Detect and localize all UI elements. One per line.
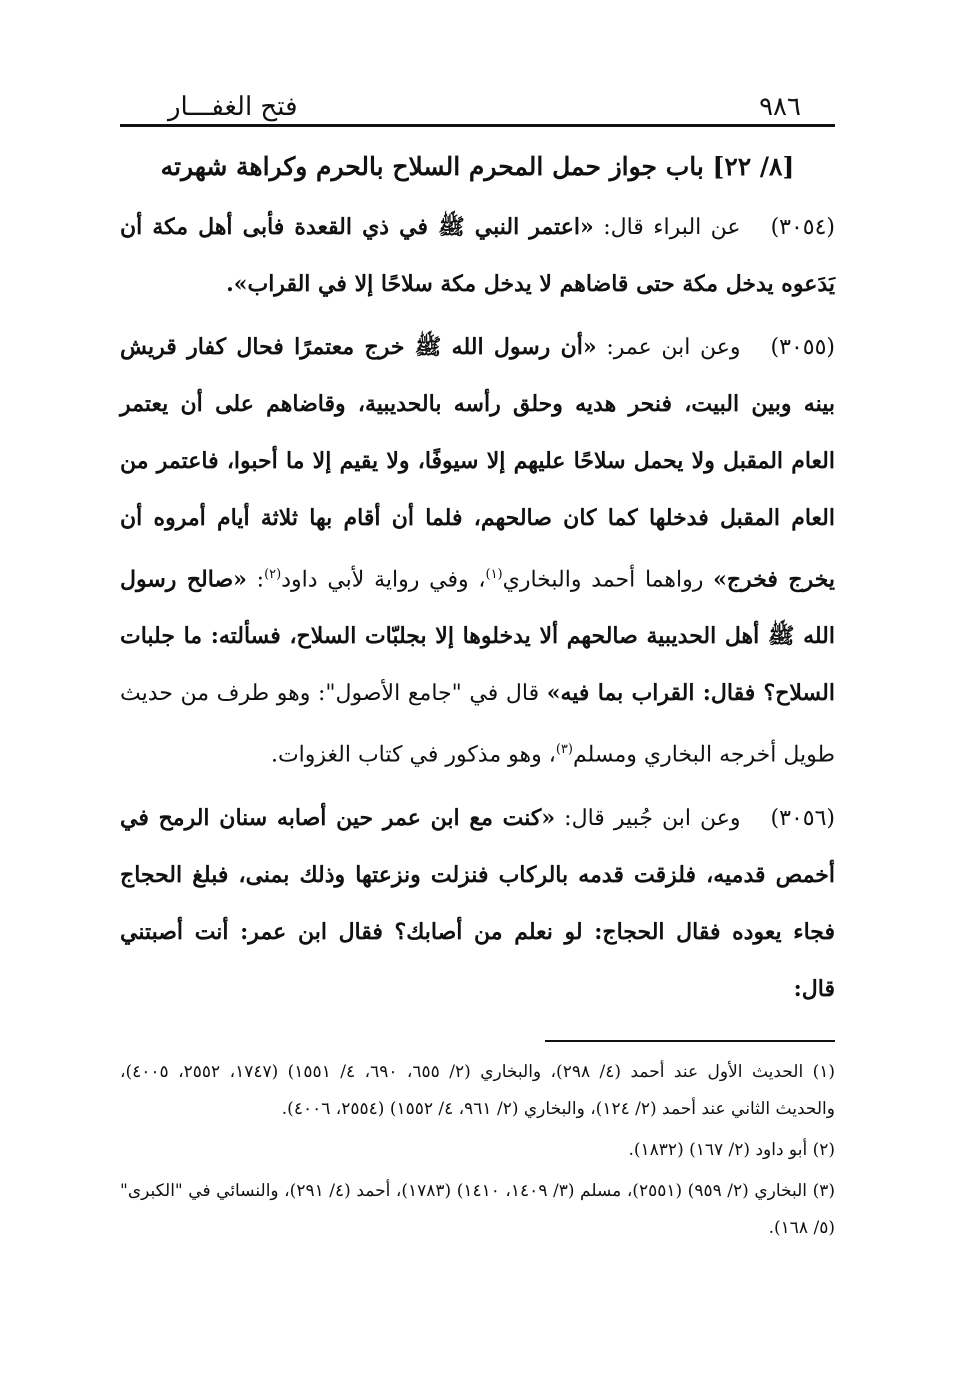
hadith-text-second: «صالح رسول الله ﷺ أهل الحديبية صالحهم ألا يدخلوها إلا بجلبّات السلاح، فسألته: ما جلبات السلاح؟ فقال: القراب بما فيه»	[120, 566, 835, 707]
footnote-3: (٣) البخاري (٢/ ٩٥٩) (٢٥٥١)، مسلم (٣/ ١٤٠٩، ١٤١٠) (١٧٨٣)، أحمد (٤/ ٢٩١)، والنسائي في "الكبرى" (٥/ ١٦٨).	[120, 1180, 835, 1238]
hadith-intro: وعن ابن جُبير قال:	[564, 805, 741, 831]
page-number: ٩٨٦	[759, 92, 801, 122]
hadith-number: (٣٠٥٤)	[770, 215, 836, 240]
hadith-text: «اعتمر النبي ﷺ في ذي القعدة فأبى أهل مكة أن يَدَعوه يدخل مكة حتى قاضاهم لا يدخل مكة سلاحًا إلا في القراب».	[120, 214, 835, 297]
hadith-number: (٣٠٥٦)	[770, 805, 835, 831]
source-note: قال في "جامع الأصول": وهو طرف من حديث طويل أخرجه البخاري ومسلم	[120, 681, 835, 768]
book-title: فتح الغفـــار	[168, 92, 298, 122]
hadith-text: «أن رسول الله ﷺ خرج معتمرًا فحال كفار قريش بينه وبين البيت، فنحر هديه وحلق رأسه بالحديبية، وقاضاهم على أن يعتمر العام المقبل ولا يحمل سلاحًا عليهم إلا سيوفًا، ولا يقيم إلا ما أحبوا، فاعتمر من العام المقبل فدخلها كما كان صالحهم، فلما أن أقام بها ثلاثة أيام أمروه أن يخرج فخرج»	[120, 334, 836, 593]
header-rule	[120, 124, 835, 127]
hadith-3054	[120, 199, 835, 313]
footnote-1: (١) الحديث الأول عند أحمد (٤/ ٢٩٨)، والبخاري (٢/ ٦٥٥، ٦٩٠، ٤/ ١٥٥١) (١٧٤٧، ٢٥٥٢، ٤٠٠٥)، والحديث الثاني عند أحمد (٢/ ١٢٤)، والبخاري (٢/ ٩٦١، ٤/ ١٥٥٢) (٢٥٥٤، ٤٠٠٦).	[120, 1061, 836, 1119]
narration-link: ، وفي رواية لأبي داود	[281, 567, 486, 593]
colon: :	[246, 567, 265, 593]
running-header	[120, 80, 835, 122]
narrators: رواهما أحمد والبخاري	[502, 567, 714, 593]
footnote-ref-3[interactable]: (٣)	[555, 742, 573, 758]
source-note-end: ، وهو مذكور في كتاب الغزوات.	[270, 742, 556, 768]
footnote-2: (٢) أبو داود (٢/ ١٦٧) (١٨٣٢).	[628, 1139, 835, 1160]
footnote-ref-1[interactable]: (١)	[485, 567, 503, 582]
hadith-3056	[120, 790, 835, 1018]
hadith-text: «كنت مع ابن عمر حين أصابه سنان الرمح في أخمص قدميه، فلزقت قدمه بالركاب فنزلت ونزعتها وذلك بمنى، فبلغ الحجاج فجاء يعوده فقال الحجاج: لو نعلم من أصابك؟ فقال ابن عمر: أنت أصبتني قال:	[120, 804, 835, 1002]
hadith-intro: وعن ابن عمر:	[606, 335, 741, 360]
hadith-3055	[120, 319, 835, 784]
hadith-intro: عن البراء قال:	[603, 215, 741, 240]
hadith-number: (٣٠٥٥)	[770, 335, 835, 360]
page	[120, 80, 835, 1251]
footnote-ref-2[interactable]: (٢)	[264, 567, 282, 582]
chapter-title: [٨/ ٢٢] باب جواز حمل المحرم السلاح بالحرم وكراهة شهرته	[160, 152, 795, 181]
footnote-separator	[545, 1040, 835, 1042]
